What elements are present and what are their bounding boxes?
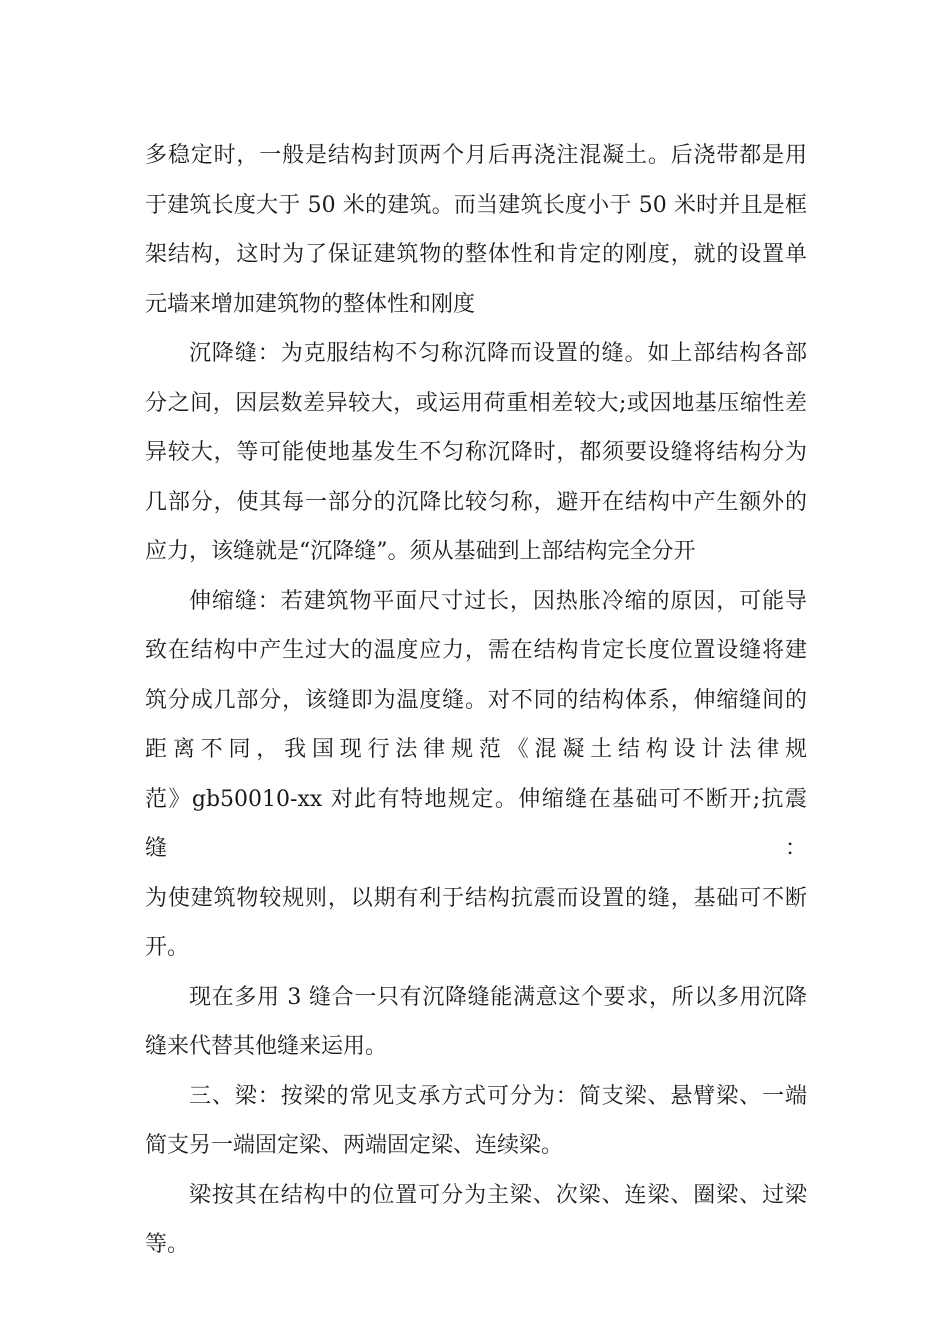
paragraph-beam-position [145, 1171, 807, 1270]
paragraph-settlement-joint [145, 329, 807, 577]
text-line: 筑分成几部分，该缝即为温度缝。对不同的结构体系，伸缩缝间的 [145, 687, 807, 713]
text-line: 致在结构中产生过大的温度应力，需在结构肯定长度位置设缝将建 [145, 638, 807, 663]
text-line: 缝来代替其他缝来运用。 [145, 1034, 388, 1059]
text-line: 应力，该缝就是“沉降缝”。须从基础到上部结构完全分开 [145, 539, 696, 564]
text-line: 为使建筑物较规则，以期有利于结构抗震而设置的缝，基础可不断 [145, 885, 807, 911]
text-line: 多稳定时，一般是结构封顶两个月后再浇注混凝土。后浇带都是用 [145, 143, 807, 168]
text-line: 元墙来增加建筑物的整体性和刚度 [145, 291, 476, 317]
text-line: 几部分，使其每一部分的沉降比较匀称，避开在结构中产生额外的 [145, 489, 807, 515]
text-line: 架结构，这时为了保证建筑物的整体性和肯定的刚度，就的设置单 [145, 242, 807, 267]
text-line: 梁按其在结构中的位置可分为主梁、次梁、连梁、圈梁、过梁 [189, 1182, 807, 1208]
text-line: 三、梁：按梁的常见支承方式可分为：简支梁、悬臂梁、一端 [189, 1083, 807, 1109]
text-line: 简支另一端固定梁、两端固定梁、连续梁。 [145, 1133, 564, 1158]
document-body [145, 131, 807, 1270]
paragraph-three-joints [145, 973, 807, 1072]
text-line: 距离不同，我国现行法律规范《混凝土结构设计法律规 [145, 737, 807, 762]
text-line: 开。 [145, 935, 190, 960]
text-line: 伸缩缝：若建筑物平面尺寸过长，因热胀冷缩的原因，可能导 [189, 588, 807, 614]
paragraph-expansion-joint [145, 577, 807, 973]
text-line: 异较大，等可能使地基发生不匀称沉降时，都须要设缝将结构分为 [145, 440, 807, 465]
text-line: 等。 [145, 1232, 190, 1257]
text-line: 现在多用 3 缝合一只有沉降缝能满意这个要求，所以多用沉降 [189, 984, 807, 1010]
text-line: 于建筑长度大于 50 米的建筑。而当建筑长度小于 50 米时并且是框 [145, 192, 807, 218]
text-line: 沉降缝：为克服结构不匀称沉降而设置的缝。如上部结构各部 [189, 341, 807, 366]
text-line: 分之间，因层数差异较大，或运用荷重相差较大;或因地基压缩性差 [145, 390, 807, 416]
text-line: 范》gb50010-xx 对此有特地规定。伸缩缝在基础可不断开;抗震缝： [145, 786, 807, 861]
paragraph-post-pour-strip [145, 131, 807, 329]
paragraph-beam-support [145, 1072, 807, 1171]
